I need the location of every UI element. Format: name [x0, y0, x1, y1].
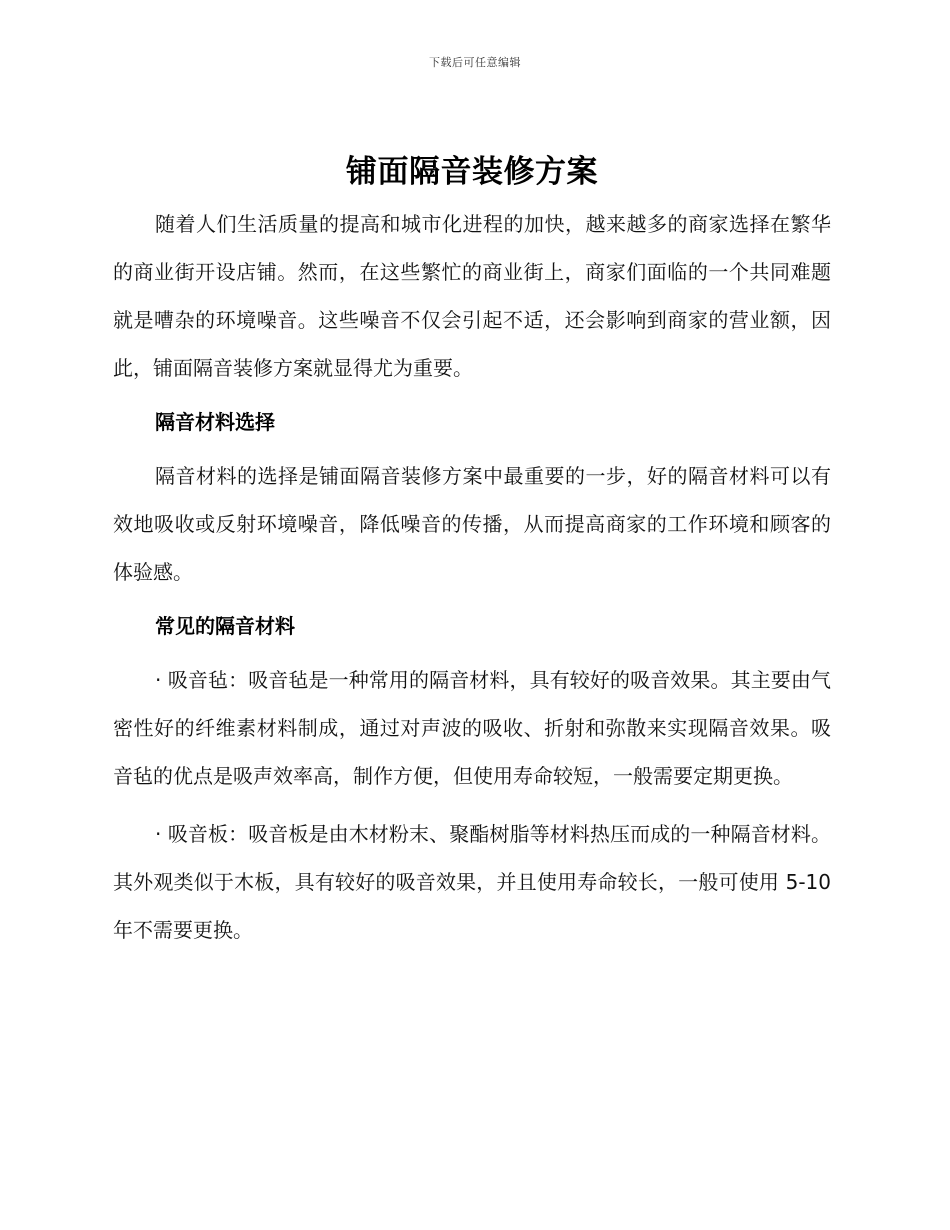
list-item-sound-absorbing-felt: · 吸音毡：吸音毡是一种常用的隔音材料，具有较好的吸音效果。其主要由气密性好的纤维素材料制成，通过对声波的吸收、折射和弥散来实现隔音效果。吸音毡的优点是吸声效率高，制作方便，但使用寿命较短，一般需要定期更换。 — [113, 668, 831, 788]
material-selection-paragraph: 隔音材料的选择是铺面隔音装修方案中最重要的一步，好的隔音材料可以有效地吸收或反射环境噪音，降低噪音的传播，从而提高商家的工作环境和顾客的体验感。 — [113, 464, 831, 584]
header-note: 下载后可任意编辑 — [429, 56, 521, 69]
section-heading-common-materials: 常见的隔音材料 — [155, 614, 295, 638]
list-item-sound-absorbing-board: · 吸音板：吸音板是由木材粉末、聚酯树脂等材料热压而成的一种隔音材料。其外观类似于木板，具有较好的吸音效果，并且使用寿命较长，一般可使用 5-10 年不需要更换。 — [113, 822, 831, 942]
document-body — [113, 150, 831, 954]
intro-paragraph: 随着人们生活质量的提高和城市化进程的加快，越来越多的商家选择在繁华的商业街开设店铺。然而，在这些繁忙的商业街上，商家们面临的一个共同难题就是嘈杂的环境噪音。这些噪音不仅会引起不适，还会影响到商家的营业额，因此，铺面隔音装修方案就显得尤为重要。 — [113, 212, 831, 380]
section-heading-material-selection: 隔音材料选择 — [155, 410, 275, 434]
document-title: 铺面隔音装修方案 — [346, 154, 598, 190]
